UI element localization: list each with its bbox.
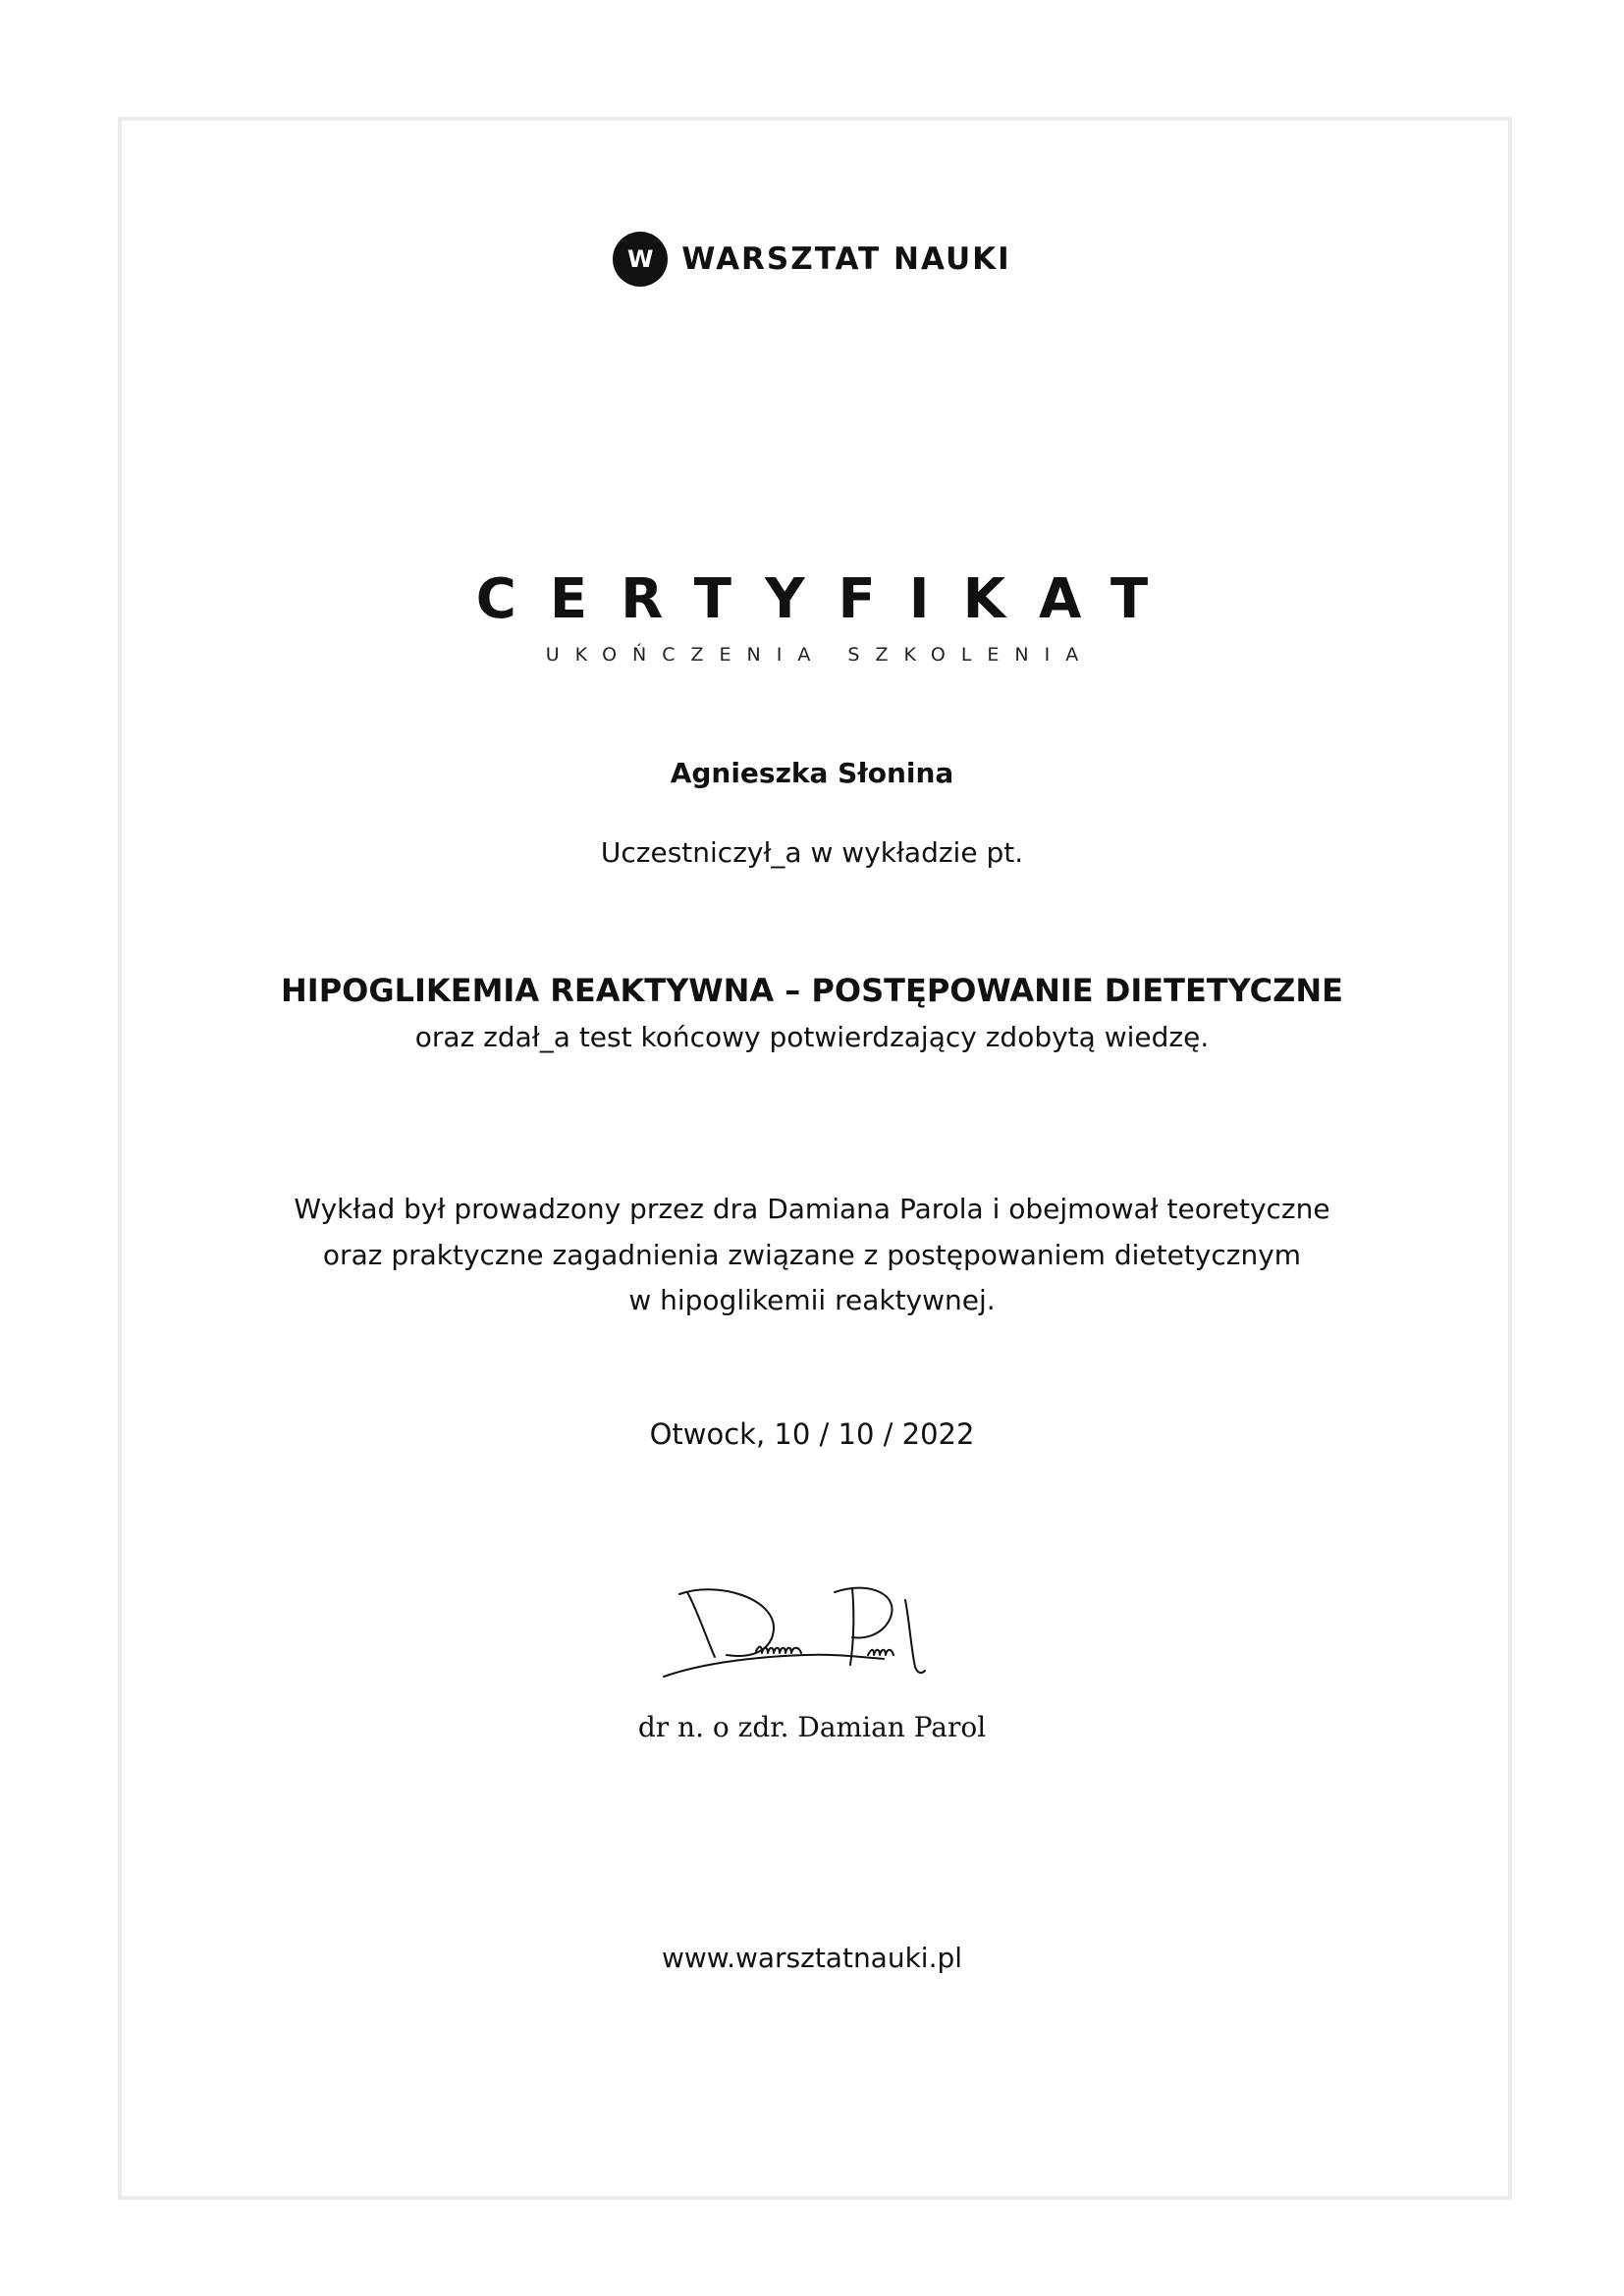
certificate-title: CERTYFIKAT	[475, 567, 1182, 631]
passed-text: oraz zdał_a test końcowy potwierdzający zdobytą wiedzę.	[414, 1021, 1210, 1053]
description-line-2: oraz praktyczne zagadnienia związane z postępowaniem dietetycznym	[322, 1239, 1302, 1271]
participation-text: Uczestniczył_a w wykładzie pt.	[600, 836, 1024, 869]
description-line-1: Wykład był prowadzony przez dra Damiana Parola i obejmował teoretyczne	[294, 1193, 1330, 1225]
recipient-name: Agnieszka Słonina	[670, 757, 954, 789]
logo	[0, 232, 1624, 287]
certificate-frame	[118, 117, 1512, 2200]
logo-badge: W	[613, 232, 668, 287]
description-line-3: w hipoglikemii reaktywnej.	[628, 1284, 996, 1316]
handwritten-signature	[658, 1580, 972, 1688]
logo-name: WARSZTAT NAUKI	[681, 241, 1011, 277]
lecture-title: HIPOGLIKEMIA REAKTYWNA – POSTĘPOWANIE DIETETYCZNE	[281, 972, 1343, 1009]
signer-name: dr n. o zdr. Damian Parol	[637, 1711, 987, 1743]
place-date: Otwock, 10 / 10 / 2022	[649, 1417, 975, 1451]
website-link[interactable]: www.warsztatnauki.pl	[661, 1942, 963, 1974]
certificate-subtitle: UKOŃCZENIA SZKOLENIA	[545, 644, 1095, 666]
